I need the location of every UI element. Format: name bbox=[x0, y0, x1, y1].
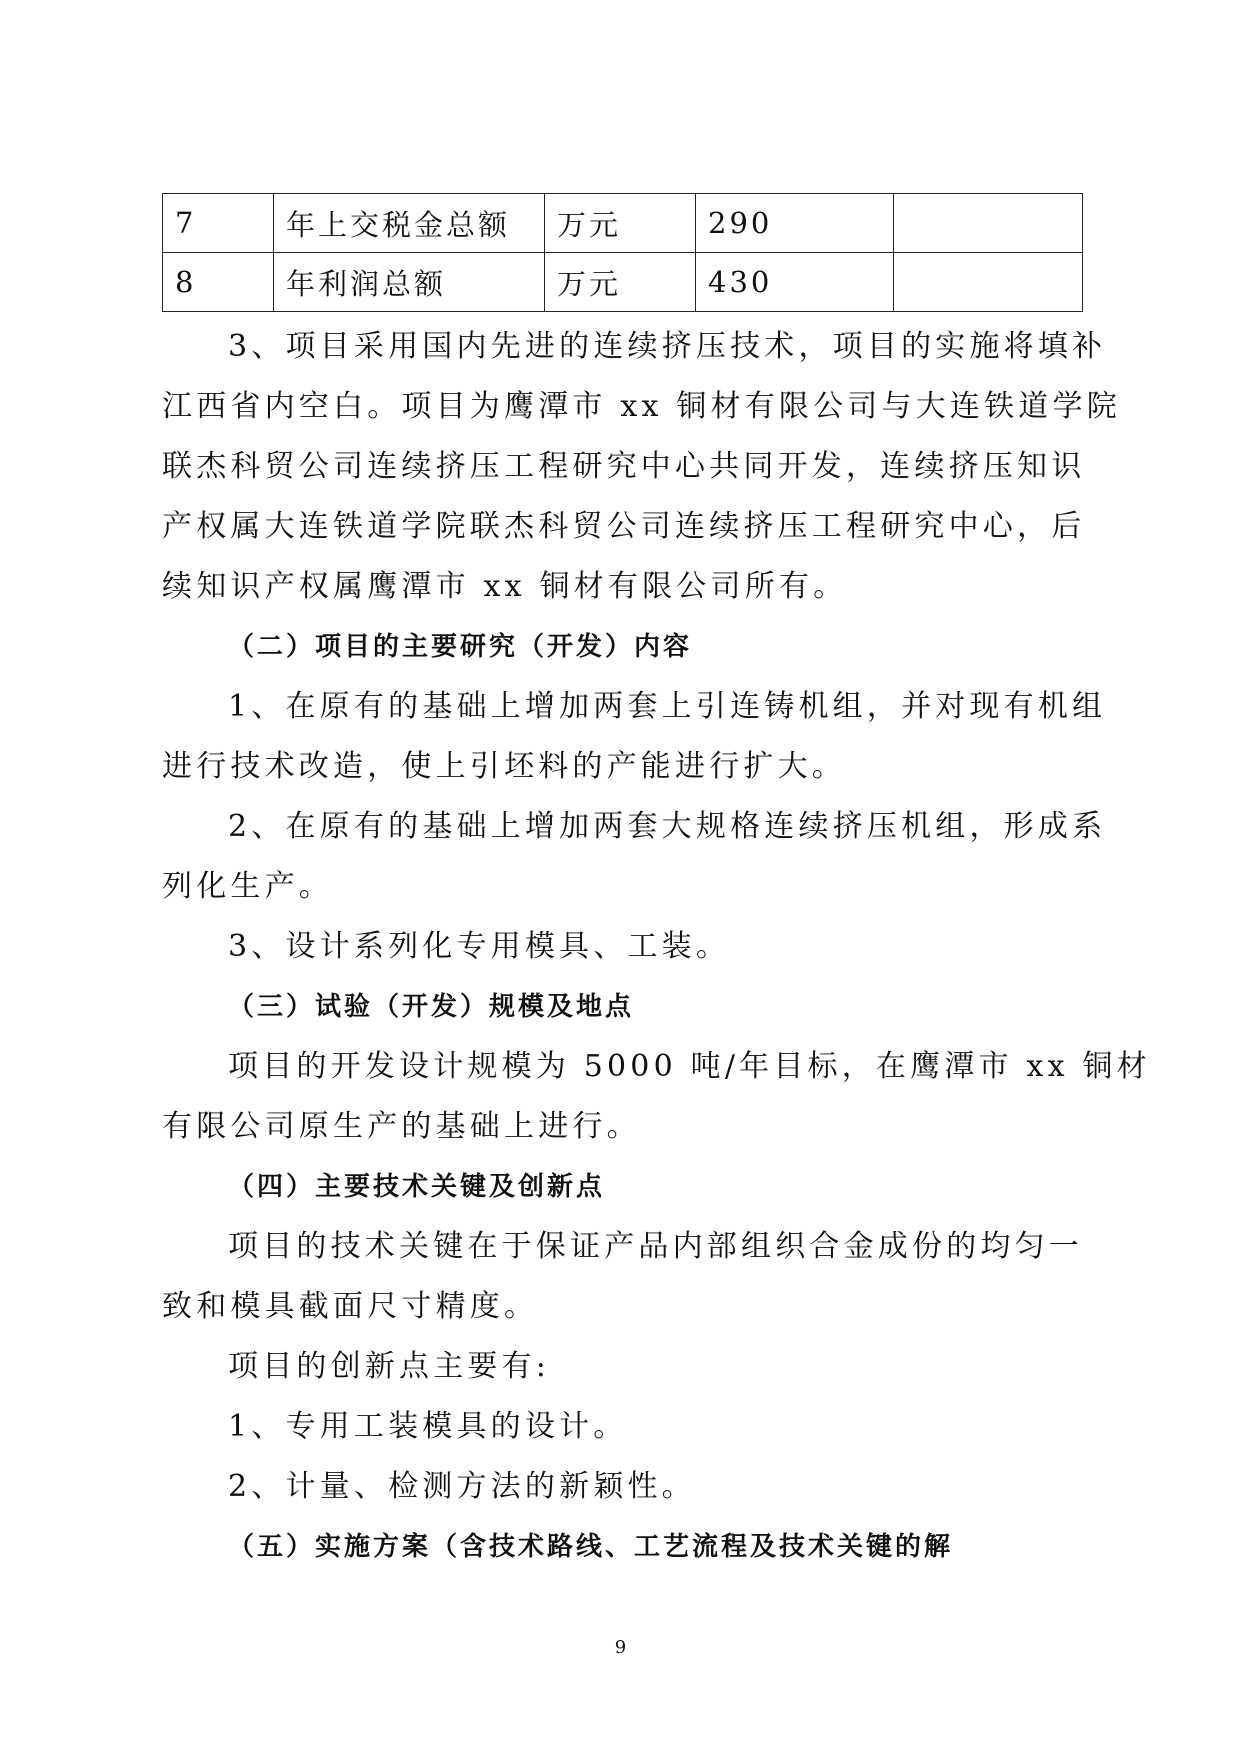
row-item: 年上交税金总额 bbox=[274, 194, 545, 253]
paragraph-content-3 bbox=[162, 917, 1082, 977]
text-line: 进行技术改造，使上引坯料的产能进行扩大。 bbox=[162, 749, 846, 784]
text-line: 项目的开发设计规模为 5000 吨/年目标，在鹰潭市 xx 铜材 bbox=[228, 1049, 1151, 1084]
text-line: 续知识产权属鹰潭市 xx 铜材有限公司所有。 bbox=[162, 569, 848, 604]
text-line: 3、设计系列化专用模具、工装。 bbox=[228, 929, 731, 964]
text-line: 1、专用工装模具的设计。 bbox=[228, 1409, 628, 1444]
text-line: 有限公司原生产的基础上进行。 bbox=[162, 1109, 641, 1144]
text-line: 致和模具截面尺寸精度。 bbox=[162, 1289, 539, 1324]
table-row bbox=[163, 253, 1083, 312]
paragraph-technology bbox=[162, 317, 1121, 617]
row-item: 年利润总额 bbox=[274, 253, 545, 312]
row-note bbox=[894, 253, 1083, 312]
text-line: 联杰科贸公司连续挤压工程研究中心共同开发，连续挤压知识 bbox=[162, 449, 1086, 484]
row-unit: 万元 bbox=[545, 194, 696, 253]
row-value: 430 bbox=[696, 253, 894, 312]
section-heading-3: （三）试验（开发）规模及地点 bbox=[228, 992, 635, 1022]
text-line: 1、在原有的基础上增加两套上引连铸机组，并对现有机组 bbox=[228, 689, 1107, 724]
section-heading-2: （二）项目的主要研究（开发）内容 bbox=[228, 632, 693, 662]
row-number: 7 bbox=[163, 194, 274, 253]
paragraph-key-tech bbox=[162, 1217, 1082, 1337]
text-line: 项目的技术关键在于保证产品内部组织合金成份的均匀一 bbox=[228, 1229, 1083, 1264]
row-note bbox=[894, 194, 1083, 253]
text-line: 2、计量、检测方法的新颖性。 bbox=[228, 1469, 696, 1504]
row-value: 290 bbox=[696, 194, 894, 253]
row-number: 8 bbox=[163, 253, 274, 312]
paragraph-innovation-1 bbox=[162, 1397, 1082, 1457]
text-line: 项目的创新点主要有: bbox=[228, 1349, 551, 1384]
text-line: 产权属大连铁道学院联杰科贸公司连续挤压工程研究中心，后 bbox=[162, 509, 1086, 544]
section-heading-5: （五）实施方案（含技术路线、工艺流程及技术关键的解 bbox=[228, 1532, 954, 1562]
indicator-table bbox=[162, 193, 1083, 312]
paragraph-content-2 bbox=[162, 797, 1107, 917]
text-line: 列化生产。 bbox=[162, 869, 333, 904]
paragraph-innovation-2 bbox=[162, 1457, 1082, 1517]
paragraph-scale bbox=[162, 1037, 1151, 1157]
table-row bbox=[163, 194, 1083, 253]
text-line: 3、项目采用国内先进的连续挤压技术，项目的实施将填补 bbox=[228, 329, 1107, 364]
section-heading-4: （四）主要技术关键及创新点 bbox=[228, 1172, 606, 1202]
row-unit: 万元 bbox=[545, 253, 696, 312]
text-line: 2、在原有的基础上增加两套大规格连续挤压机组，形成系 bbox=[228, 809, 1107, 844]
paragraph-content-1 bbox=[162, 677, 1107, 797]
paragraph-innovation-intro bbox=[162, 1337, 1082, 1397]
page-number: 9 bbox=[614, 1637, 627, 1658]
text-line: 江西省内空白。项目为鹰潭市 xx 铜材有限公司与大连铁道学院 bbox=[162, 389, 1121, 424]
